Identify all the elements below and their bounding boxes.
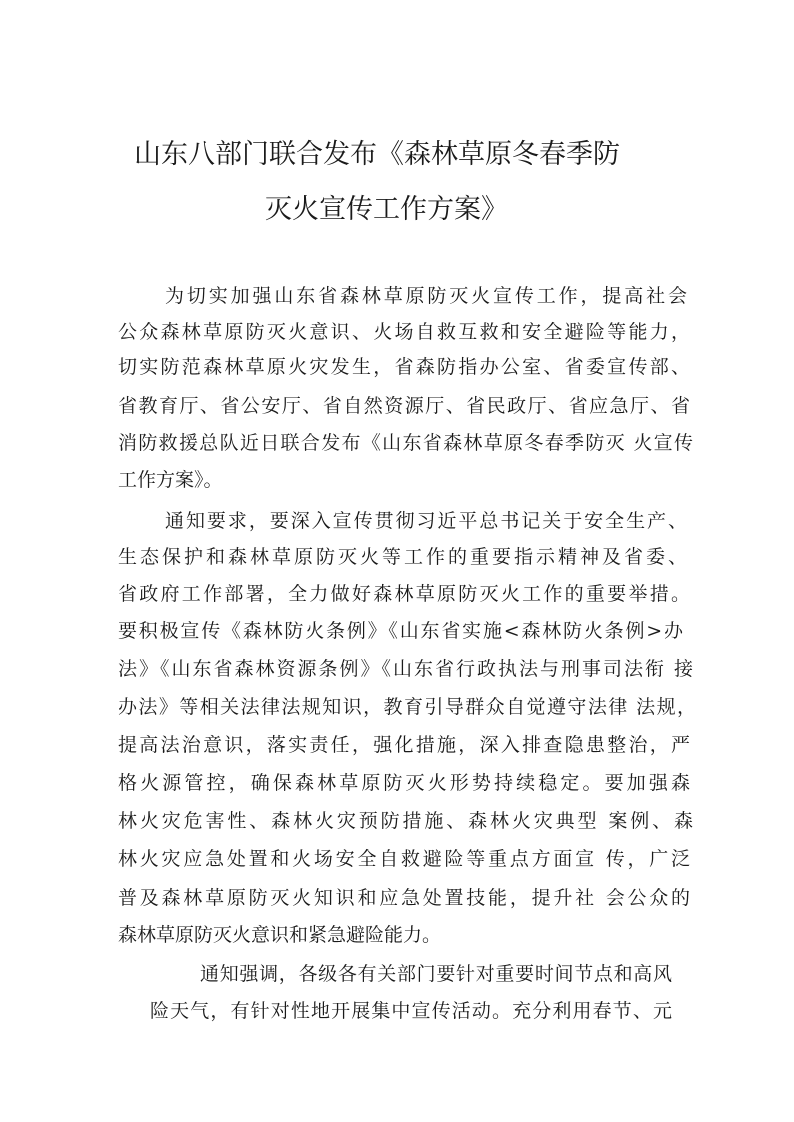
text-line: 普及森林草原防灭火知识和应急处置技能，提升社 会公众的 — [118, 887, 690, 909]
text-line: 消防救援总队近日联合发布《山东省森林草原冬春季防灭 火宣传 — [118, 432, 693, 454]
text-line: 险天气，有针对性地开展集中宣传活动。充分利用春节、元 — [150, 1000, 672, 1022]
document-title-line-2: 灭火宣传工作方案》 — [265, 194, 508, 225]
text-line: 格火源管控，确保森林草原防灭火形势持续稳定。要加强森 — [118, 772, 690, 794]
text-line: 提高法治意识，落实责任，强化措施，深入排查隐患整治，严 — [118, 734, 690, 756]
text-line: 通知强调，各级各有关部门要针对重要时间节点和高风 — [200, 963, 672, 985]
text-line: 林火灾应急处置和火场安全自救避险等重点方面宣 传，广泛 — [118, 848, 690, 870]
text-line: 公众森林草原防灭火意识、火场自救互救和安全避险等能力， — [118, 321, 690, 343]
text-line: 法》《山东省森林资源条例》《山东省行政执法与刑事司法衔 接 — [118, 658, 693, 680]
text-line: 生态保护和森林草原防灭火等工作的重要指示精神及省委、 — [118, 546, 687, 568]
text-line: 林火灾危害性、森林火灾预防措施、森林火灾典型 案例、森 — [118, 810, 693, 832]
text-line: 工作方案》。 — [118, 469, 223, 491]
text-line: 为切实加强山东省森林草原防灭火宣传工作，提高社会 — [165, 285, 687, 307]
text-line: 切实防范森林草原火灾发生，省森防指办公室、省委宣传部、 — [118, 356, 690, 378]
document-title-line-1: 山东八部门联合发布《森林草原冬春季防 — [134, 139, 620, 170]
text-line: 办法》等相关法律法规知识，教育引导群众自觉遵守法律 法规， — [118, 696, 696, 718]
text-line: 省政府工作部署，全力做好森林草原防灭火工作的重要举措。 — [118, 583, 690, 605]
text-line: 通知要求，要深入宣传贯彻习近平总书记关于安全生产、 — [165, 510, 687, 532]
text-line: 要积极宣传《森林防火条例》《山东省实施<森林防火条例>办 — [118, 620, 683, 642]
text-line: 森林草原防灭火意识和紧急避险能力。 — [118, 924, 442, 946]
text-line: 省教育厅、省公安厅、省自然资源厅、省民政厅、省应急厅、省 — [118, 395, 690, 417]
